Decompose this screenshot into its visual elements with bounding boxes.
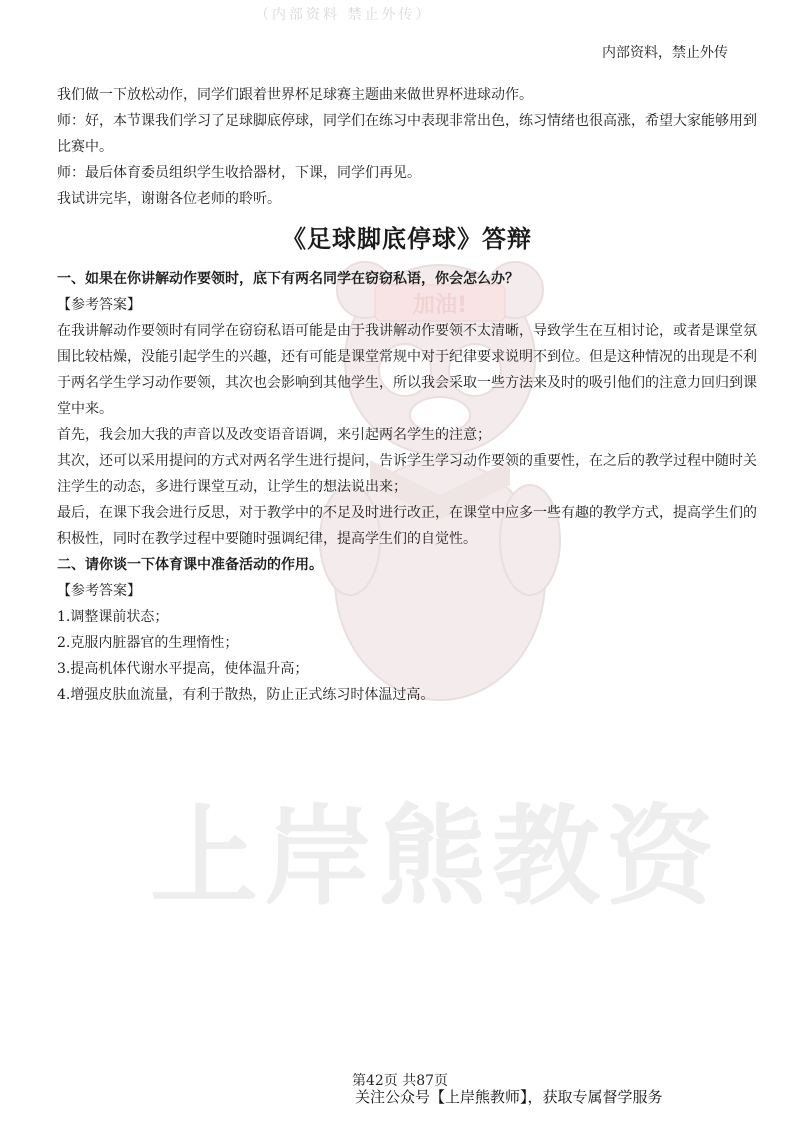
question-2: 二、请你谈一下体育课中准备活动的作用。 bbox=[57, 557, 323, 573]
answer-label: 【参考答案】 bbox=[57, 297, 141, 313]
page-title: 《足球脚底停球》答辩 bbox=[282, 225, 532, 253]
document-body bbox=[57, 82, 757, 708]
footer-note: 关注公众号【上岸熊教师】，获取专属督学服务 bbox=[355, 1088, 663, 1106]
list-item: 2.克服内脏器官的生理惰性； bbox=[57, 635, 239, 651]
intro-paragraph: 我试讲完毕，谢谢各位老师的聆听。 bbox=[57, 191, 281, 207]
answer-label: 【参考答案】 bbox=[57, 583, 141, 599]
answer-paragraph: 首先，我会加大我的声音以及改变语音语调，来引起两名学生的注意； bbox=[57, 427, 491, 443]
list-item: 1.调整课前状态； bbox=[57, 609, 169, 625]
question-1: 一、如果在你讲解动作要领时，底下有两名同学在窃窃私语，你会怎么办？ bbox=[57, 271, 519, 287]
intro-paragraph: 我们做一下放松动作，同学们跟着世界杯足球赛主题曲来做世界杯进球动作。 bbox=[57, 87, 533, 103]
answer-paragraph: 其次，还可以采用提问的方式对两名学生进行提问，告诉学生学习动作要领的重要性，在之后的教学过程中随时关注学生的动态，多进行课堂互动，让学生的想法说出来； bbox=[57, 453, 757, 495]
answer-paragraph: 最后，在课下我会进行反思，对于教学中的不足及时进行改正，在课堂中应多一些有趣的教学方式，提高学生们的积极性，同时在教学过程中要随时强调纪律，提高学生们的自觉性。 bbox=[57, 505, 757, 547]
list-item: 4.增强皮肤血流量，有利于散热，防止正式练习时体温过高。 bbox=[57, 687, 435, 703]
answer-paragraph: 在我讲解动作要领时有同学在窃窃私语可能是由于我讲解动作要领不太清晰，导致学生在互相讨论，或者是课堂氛围比较枯燥，没能引起学生的兴趣，还有可能是课堂常规中对于纪律要求说明不到位。但是这种情况的出现是不利于两名学生学习动作要领，其次也会影响到其他学生，所以我会采取一些方法来及时的吸引他们的注意力回归到课堂中来。 bbox=[57, 323, 757, 417]
brand-watermark: 上岸熊教资 bbox=[150, 795, 721, 920]
header-note: 内部资料，禁止外传 bbox=[602, 45, 728, 61]
intro-paragraph: 师：好，本节课我们学习了足球脚底停球，同学们在练习中表现非常出色，练习情绪也很高涨，希望大家能够用到比赛中。 bbox=[57, 113, 757, 155]
list-item: 3.提高机体代谢水平提高，使体温升高； bbox=[57, 661, 309, 677]
intro-paragraph: 师：最后体育委员组织学生收拾器材，下课，同学们再见。 bbox=[57, 165, 421, 181]
badge-text: 加油! bbox=[412, 293, 468, 318]
top-faint-header: （内部资料 禁止外传） bbox=[255, 7, 433, 23]
page-number: 第42页 共87页 bbox=[351, 1073, 449, 1089]
